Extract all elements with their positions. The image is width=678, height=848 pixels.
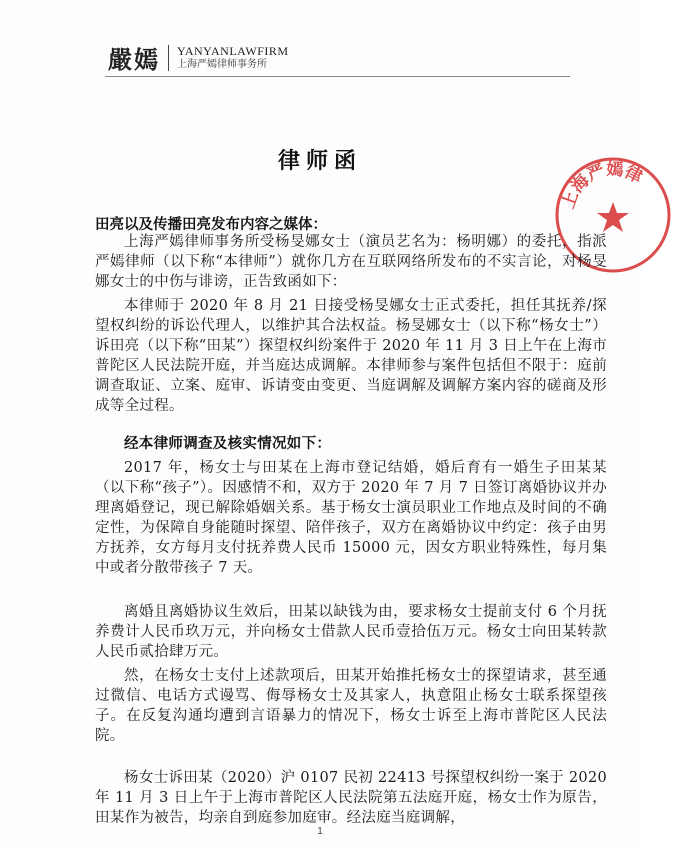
logo-text-group: [177, 44, 289, 72]
firm-logo: [108, 40, 289, 75]
page-number: 1: [317, 826, 323, 837]
logo-english: YANYANLAWFIRM: [177, 43, 289, 58]
engagement-paragraph: 本律师于 2020 年 8 月 21 日接受杨旻娜女士正式委托，担任其抚养/探望权纠纷的诉讼代理人，以维护其合法权益。杨旻娜女士（以下称“杨女士”）诉田亮（以下称“田某”）探望权纠纷案件于 2020 年 11 月 3 日上午在上海市普陀区人民法院开庭，并当庭达成调解。本律师参与案件包括但不限于：庭前调查取证、立案、庭审、诉请变由变更、当庭调解及调解方案内容的磋商及形成等全过程。: [95, 298, 607, 414]
logo-chinese: 嚴嫣: [108, 45, 160, 74]
section-heading: 经本律师调查及核实情况如下：: [124, 435, 332, 452]
firm-name: 上海严嫣律师事务所: [177, 58, 267, 70]
background-paragraph: 2017 年，杨女士与田某在上海市登记结婚，婚后育有一婚生子田某某（以下称“孩子”）。因感情不和，双方于 2020 年 7 月 7 日签订离婚协议并办理离婚登记，现已解除婚姻关系。基于杨女士演员职业工作地点及时间的不确定性，为保障自身能随时探望、陪伴孩子，双方在离婚协议中约定：孩子由男方抚养，女方每月支付抚养费人民币 15000 元，因女方职业特殊性，每月集中或者分散带孩子 7 天。: [95, 460, 607, 576]
payment-paragraph: 离婚且离婚协议生效后，田某以缺钱为由，要求杨女士提前支付 6 个月抚养费计人民币玖万元，并向杨女士借款人民币壹拾伍万元。杨女士向田某转款人民币贰拾肆万元。: [95, 604, 607, 660]
seal-lettering: 上海严嫣律: [558, 159, 646, 212]
header-rule: [105, 76, 570, 77]
court-paragraph: 杨女士诉田某（2020）沪 0107 民初 22413 号探望权纠纷一案于 2020 年 11 月 3 日上午于上海市普陀区人民法院第五法庭开庭，杨女士作为原告，田某作为被告，均亲自到庭参加庭审。经法庭当庭调解，: [95, 770, 607, 826]
addressee-line: 田亮以及传播田亮发布内容之媒体：: [95, 216, 327, 233]
dispute-paragraph: 然，在杨女士支付上述款项后，田某开始推托杨女士的探望请求，甚至通过微信、电话方式谩骂、侮辱杨女士及其家人，执意阻止杨女士联系探望孩子。在反复沟通均遭到言语暴力的情况下，杨女士诉至上海市普陀区人民法院。: [95, 668, 607, 744]
intro-paragraph: 上海严嫣律师事务所受杨旻娜女士（演员艺名为：杨明娜）的委托，指派严嫣律师（以下称“本律师”）就你几方在互联网络所发布的不实言论，对杨旻娜女士的中伤与诽谤，正告致函如下：: [95, 234, 607, 290]
logo-divider: [168, 45, 169, 71]
letter-title: 律师函: [277, 148, 362, 174]
